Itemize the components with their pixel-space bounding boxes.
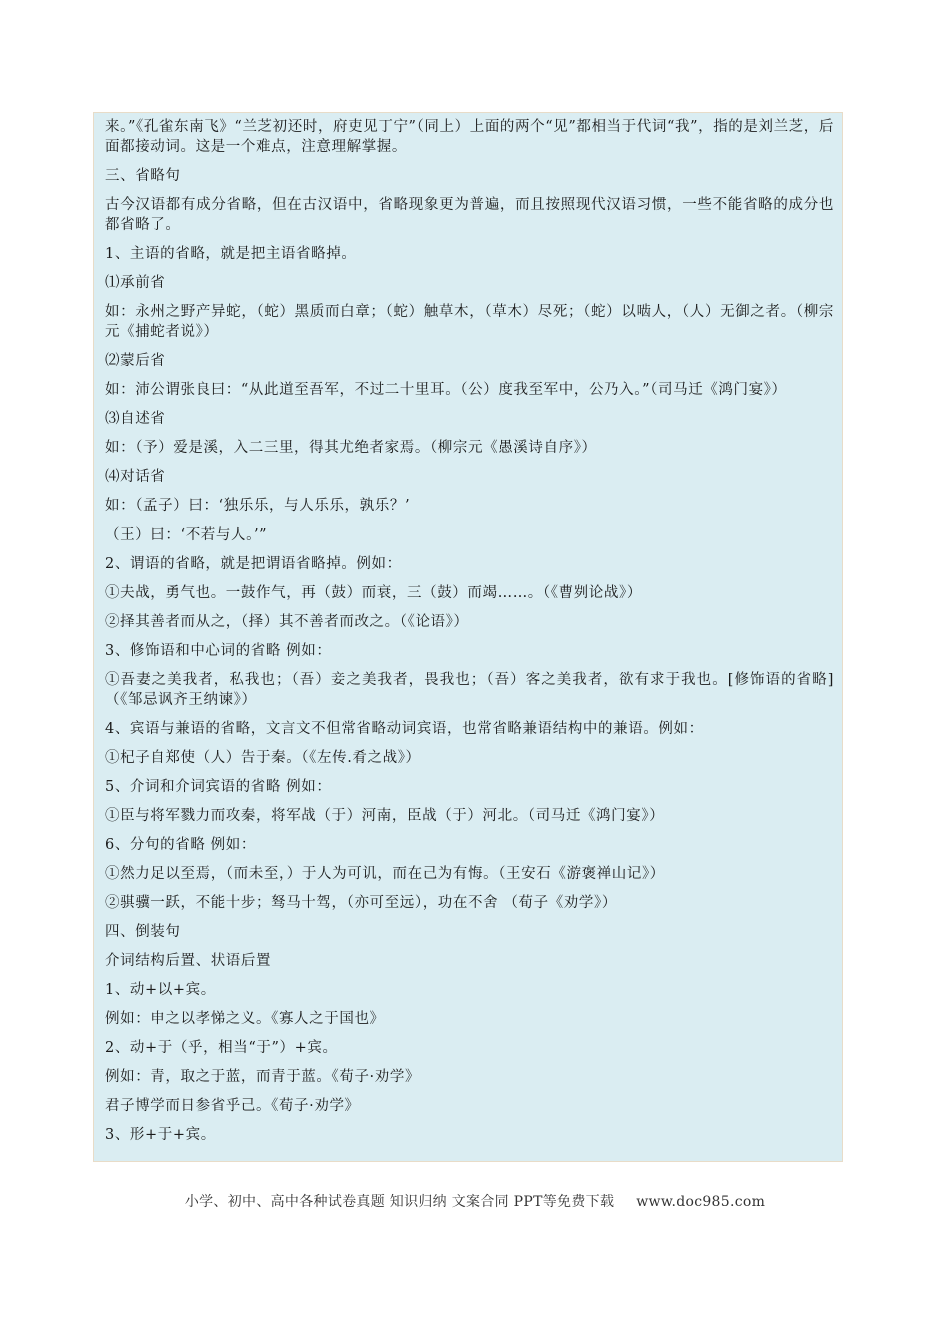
paragraph-13: 2、谓语的省略，就是把谓语省略掉。例如： bbox=[105, 556, 402, 572]
paragraph-7: 如：沛公谓张良曰：“从此道至吾军，不过二十里耳。（公）度我至军中，公乃入。”（司马迁《鸿门宴》） bbox=[105, 382, 787, 398]
content-box bbox=[93, 112, 843, 1162]
paragraph-26: 介词结构后置、状语后置 bbox=[105, 953, 272, 969]
paragraph-23: ①然力足以至焉，（而未至，）于人为可讥，而在己为有悔。（王安石《游褒禅山记》） bbox=[105, 866, 665, 882]
paragraph-30: 例如：青，取之于蓝，而青于蓝。《荀子·劝学》 bbox=[105, 1069, 421, 1085]
paragraph-29: 2、动+于（乎，相当“于”）+宾。 bbox=[105, 1040, 338, 1056]
paragraph-11: 如：（孟子）曰：‘独乐乐，与人乐乐，孰乐？’ bbox=[105, 498, 411, 514]
paragraph-32: 3、形+于+宾。 bbox=[105, 1127, 216, 1143]
paragraph-15: ②择其善者而从之，（择）其不善者而改之。（《论语》） bbox=[105, 614, 469, 630]
paragraph-24: ②骐骥一跃，不能十步；驽马十驾，（亦可至远），功在不舍 （荀子《劝学》） bbox=[105, 895, 617, 911]
paragraph-17: ①吾妻之美我者，私我也；（吾）妾之美我者，畏我也；（吾）客之美我者，欲有求于我也。[修饰语的省略] （《邹忌讽齐王纳谏》） bbox=[105, 672, 834, 708]
paragraph-5: 如：永州之野产异蛇，（蛇）黑质而白章；（蛇）触草木，（草木）尽死；（蛇）以啮人，（人）无御之者。（柳宗元《捕蛇者说》） bbox=[105, 304, 834, 340]
footer-url[interactable]: www.doc985.com bbox=[636, 1194, 766, 1210]
paragraph-14: ①夫战，勇气也。一鼓作气，再（鼓）而衰，三（鼓）而竭……。（《曹刿论战》） bbox=[105, 585, 642, 601]
section-heading-inversion: 四、倒装句 bbox=[105, 924, 181, 940]
paragraph-18: 4、宾语与兼语的省略，文言文不但常省略动词宾语，也常省略兼语结构中的兼语。例如： bbox=[105, 721, 704, 737]
paragraph-21: ①臣与将军戮力而攻秦，将军战（于）河南，臣战（于）河北。（司马迁《鸿门宴》） bbox=[105, 808, 665, 824]
paragraph-31: 君子博学而日参省乎己。《荀子·劝学》 bbox=[105, 1098, 360, 1114]
paragraph-12: （王）曰：‘不若与人。’” bbox=[105, 527, 268, 543]
paragraph-22: 6、分句的省略 例如： bbox=[105, 837, 256, 853]
paragraph-8: ⑶自述省 bbox=[105, 411, 166, 427]
paragraph-16: 3、修饰语和中心词的省略 例如： bbox=[105, 643, 332, 659]
paragraph-9: 如：（予）爱是溪，入二三里，得其尤绝者家焉。（柳宗元《愚溪诗自序》） bbox=[105, 440, 597, 456]
paragraph-4: ⑴承前省 bbox=[105, 275, 166, 291]
footer-text: 小学、初中、高中各种试卷真题 知识归纳 文案合同 PPT等免费下载 bbox=[184, 1194, 615, 1210]
paragraph-0: 来。”《孔雀东南飞》“兰芝初还时，府吏见丁宁”（同上）上面的两个“见”都相当于代词“我”，指的是刘兰芝，后面都接动词。这是一个难点，注意理解掌握。 bbox=[105, 119, 834, 155]
paragraph-2: 古今汉语都有成分省略，但在古汉语中，省略现象更为普遍，而且按照现代汉语习惯，一些不能省略的成分也都省略了。 bbox=[105, 197, 834, 233]
paragraph-28: 例如：申之以孝悌之义。《寡人之于国也》 bbox=[105, 1011, 385, 1027]
section-heading-omission: 三、省略句 bbox=[105, 168, 181, 184]
paragraph-6: ⑵蒙后省 bbox=[105, 353, 166, 369]
paragraph-20: 5、介词和介词宾语的省略 例如： bbox=[105, 779, 332, 795]
paragraph-3: 1、主语的省略，就是把主语省略掉。 bbox=[105, 246, 357, 262]
paragraph-10: ⑷对话省 bbox=[105, 469, 166, 485]
paragraph-19: ①杞子自郑使（人）告于秦。（《左传.肴之战》） bbox=[105, 750, 421, 766]
page-footer bbox=[0, 1191, 950, 1211]
paragraph-27: 1、动+以+宾。 bbox=[105, 982, 216, 998]
